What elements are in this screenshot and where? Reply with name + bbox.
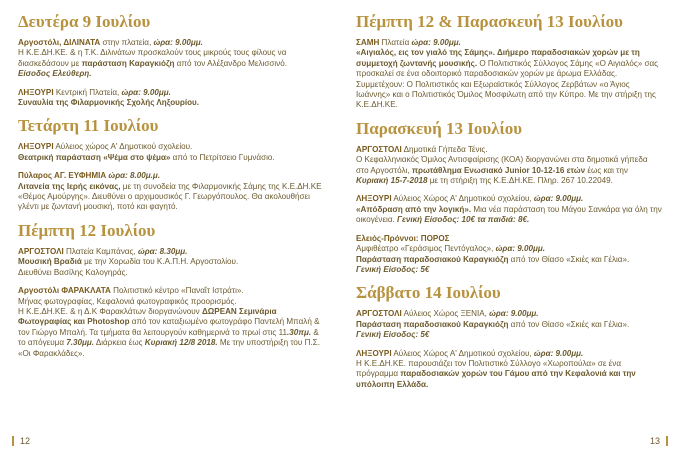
event-location: Πολιτιστικό κέντρο «Παναΐτ Ιστράτι». xyxy=(110,286,244,296)
page-number: 13 xyxy=(650,436,668,446)
day-heading: Παρασκευή 13 Ιουλίου xyxy=(356,118,523,138)
day-heading: Πέμπτη 12 & Παρασκευή 13 Ιουλίου xyxy=(356,12,623,31)
day-heading: Τετάρτη 11 Ιουλίου xyxy=(18,116,159,136)
event-highlight: παραδοσιακών χορών του Γάμου από την Κεφαλονιά και την υπόλοιπη Ελλάδα. xyxy=(356,369,636,389)
event-item xyxy=(356,349,662,391)
event-time: ώρα: 9.00μμ. xyxy=(533,348,584,358)
event-title: «Αιγιαλός, εις τον γιαλό της Σάμης». Διήμερο παραδοσιακών χορών με τη συμμετοχή ζωντανής μουσικής. xyxy=(356,48,640,68)
event-highlight: παράσταση Καραγκιόζη xyxy=(81,58,175,68)
event-desc: Η Κ.Ε.ΔΗ.ΚΕ. & η Τ.Κ. Διλινάτων προσκαλούν τους μικρούς τους φίλους να διασκεδάσουν με xyxy=(18,48,287,68)
event-place: ΑΡΓΟΣΤΟΛΙ xyxy=(356,309,402,319)
day-heading: Σάββατο 14 Ιουλίου xyxy=(356,283,501,303)
event-time: 7.30μμ. xyxy=(66,338,95,348)
event-place: ΛΗΞΟΥΡΙ xyxy=(18,142,54,152)
event-item xyxy=(18,286,326,359)
event-location: Αύλειος χώρος Α' Δημοτικού σχολείου. xyxy=(53,142,193,152)
event-place: Πύλαρος ΑΓ. ΕΥΦΗΜΙΑ xyxy=(18,171,107,181)
event-desc: έως και την xyxy=(585,165,628,175)
event-item xyxy=(356,309,662,340)
event-entry: Είσοδος Ελεύθερη. xyxy=(18,69,92,79)
event-title: Θεατρική παράσταση «Ψέμα στο ψέμα» xyxy=(18,152,171,162)
event-desc: Μήνας φωτογραφίας, Κεφαλονιά φωτογραφικός προορισμός. xyxy=(18,296,237,306)
event-title: «Απόδραση από την λογική». xyxy=(356,204,472,214)
event-time: ώρα: 9.00μμ. xyxy=(121,87,171,97)
event-title: Παράσταση παραδοσιακού Καραγκιόζη xyxy=(356,319,509,329)
event-item xyxy=(356,145,662,187)
event-desc: Η Κ.Ε.ΔΗ.ΚΕ. παρουσιάζει τον Πολιτιστικό Σύλλογο «Χωροπούλα» σε ένα πρόγραμμα xyxy=(356,358,622,379)
event-location: Αύλειος Χώρος Α' Δημοτικού σχολείου, xyxy=(391,348,534,358)
event-item xyxy=(356,194,662,225)
event-entry: Γενική Είσοδος: 5€ xyxy=(356,330,430,340)
event-desc: & το απόγευμα xyxy=(18,327,319,348)
event-entry: Γενική Είσοδος: 5€ xyxy=(356,264,430,274)
event-date: Κυριακή 15-7-2018 xyxy=(356,176,428,186)
event-item xyxy=(18,142,326,163)
event-highlight: ΔΩΡΕΑΝ Σεμινάρια Φωτογραφίας και Photoshop xyxy=(18,306,277,327)
event-desc: Διευθύνει Βασίλης Καλογηράς. xyxy=(18,267,128,277)
event-place: ΣΑΜΗ xyxy=(356,38,380,47)
event-desc: με τη συνοδεία της Φιλαρμονικής Σάμης της Κ.Ε.ΔΗ.ΚΕ «Θέμος Αμούργης». Διευθύνει ο αρχιμουσικός Γ. Γεωργόπουλος. Θα ακολουθήσει γλέντι με ζωντανή μουσική, ποτό και φαγητό. xyxy=(18,181,322,212)
day-heading: Πέμπτη 12 Ιουλίου xyxy=(18,220,156,240)
event-desc: Η Κ.Ε.ΔΗ.ΚΕ. & η Δ.Κ Φαρακλάτων διοργανώνουν xyxy=(18,306,202,316)
event-location: Αμφιθέατρο «Γεράσιμος Πεντόγαλος», xyxy=(356,244,496,254)
event-time: ώρα: 9.00μμ. xyxy=(495,244,546,254)
event-desc: από τον Θίασο «Σκιές και Γέλια». xyxy=(508,254,630,264)
event-location: Πλατεία xyxy=(379,38,412,47)
event-desc: Μια νέα παράσταση του Μάγου Σανκάρα για όλη την οικογένεια. xyxy=(356,204,662,225)
event-location: Κεντρική Πλατεία, xyxy=(53,87,122,97)
event-item xyxy=(18,247,326,278)
event-place: Ελειός-Πρόννοι: ΠΟΡΟΣ xyxy=(356,233,450,243)
event-entry: Γενική Είσοδος: 10€ τα παιδιά: 8€. xyxy=(397,215,530,225)
event-desc: από τον καταξιωμένο φωτογράφο Παντελή Μπαλή & τον Γιώργο Μπαλή. Τα τμήματα θα λειτουργούν καθημερινά το πρωί στις 11 xyxy=(18,317,320,337)
event-location: Πλατεία Καμπάνας, xyxy=(63,246,138,256)
event-item xyxy=(356,234,662,276)
event-time: .30πμ. xyxy=(286,327,312,337)
page-number: 12 xyxy=(12,436,30,446)
event-place: ΛΗΞΟΥΡΙ xyxy=(356,348,392,358)
event-time: ώρα: 9.00μμ. xyxy=(411,38,461,47)
event-item xyxy=(18,38,326,80)
event-place: Αργοστόλι ΦΑΡΑΚΛΑΤΑ xyxy=(18,286,111,296)
event-desc: από το Πετρίτσειο Γυμνάσιο. xyxy=(170,152,275,162)
event-desc: με την Χορωδία του Κ.Α.Π.Η. Αργοστολίου. xyxy=(81,257,239,267)
event-location: Δημοτικά Γήπεδα Τένις. xyxy=(401,144,488,154)
event-place: ΛΗΞΟΥΡΙ xyxy=(356,194,392,204)
event-desc: Με την υποστήριξη του Π.Σ. «Οι Φαρακλάδες». xyxy=(18,338,320,358)
event-time: ώρα: 9.00μμ. xyxy=(489,309,539,319)
event-desc: Ο Κεφαλληνιακός Όμιλος Αντισφαίρισης (ΚΟΑ) διοργανώνει στα δημοτικά γήπεδα στο Αργοστόλι, xyxy=(356,155,648,175)
event-location: στην πλατεία, xyxy=(100,38,154,47)
event-desc: Διάρκεια έως xyxy=(94,338,145,348)
event-desc: με τη στήριξη της Κ.Ε.ΔΗ.ΚΕ. Πληρ. 267 10.22049. xyxy=(427,176,613,186)
event-title: Λιτανεία της Ιερής εικόνας, xyxy=(18,181,121,191)
event-time: ώρα: 8.30μμ. xyxy=(137,246,188,256)
event-title: Συναυλία της Φιλαρμονικής Σχολής Ληξουρίου. xyxy=(18,98,200,108)
event-desc: Ο Πολιτιστικός Σύλλογος Σάμης «Ο Αιγιαλός» σας προσκαλεί σε ένα οδοιπορικό παραδοσιακών χορών με άρωμα Ελλάδας. Συμμετέχουν: Ο Πολιτιστικός και Εξωραϊστικός Σύλλογος Ζερβάτων «ο Άγιος Ιωάννης» και ο Πολιτιστικός Όμιλος Μοσφιλωτη από την Κύπρο. Με την στήριξη της Κ.Ε.ΔΗ.ΚΕ. xyxy=(356,58,659,110)
right-page xyxy=(356,12,662,398)
left-page xyxy=(18,12,326,367)
event-place: Αργοστόλι, ΔΙΛΙΝΑΤΑ xyxy=(18,38,101,47)
event-item xyxy=(18,88,326,109)
event-place: ΑΡΓΟΣΤΟΛΙ xyxy=(18,246,64,256)
event-item xyxy=(18,171,326,213)
event-desc: από τον Αλέξανδρο Μελισσινό. xyxy=(174,58,287,68)
event-time: ώρα: 9.00μμ. xyxy=(153,38,203,47)
event-time: ώρα: 9.00μμ. xyxy=(533,194,584,204)
event-location: Αύλειος Χώρος ΞΕΝΙΑ, xyxy=(401,309,490,319)
event-place: ΑΡΓΟΣΤΟΛΙ xyxy=(356,144,402,154)
event-date: Κυριακή 12/8 2018. xyxy=(144,338,218,348)
event-title: Παράσταση παραδοσιακού Καραγκιόζη xyxy=(356,254,509,264)
day-heading: Δευτέρα 9 Ιουλίου xyxy=(18,12,151,31)
event-desc: από τον Θίασο «Σκιές και Γέλια». xyxy=(508,319,630,329)
event-highlight: πρωτάθλημα Ενωσιακό Junior 10-12-16 ετών xyxy=(411,165,586,175)
event-location: Αύλειος Χώρος Α' Δημοτικού σχολείου, xyxy=(391,194,534,204)
event-title: Μουσική Βραδιά xyxy=(18,257,82,267)
event-time: ώρα: 8.00μ.μ. xyxy=(106,171,161,181)
event-item xyxy=(356,38,662,111)
event-place: ΛΗΞΟΥΡΙ xyxy=(18,87,54,97)
